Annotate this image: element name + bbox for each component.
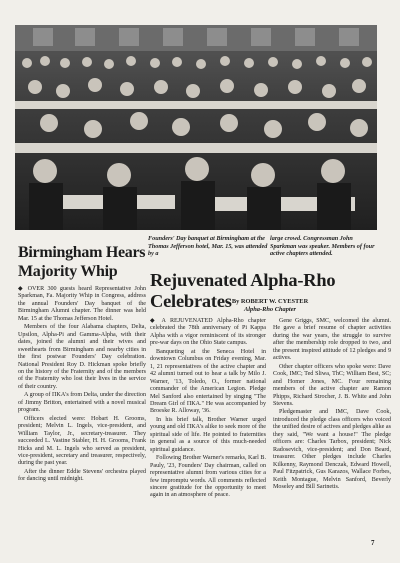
photo-caption-left: Founders' Day banquet at Birmingham at the Thomas Jefferson hotel, Mar. 15, was attended by a [148, 235, 268, 258]
paragraph: ◆ A REJUVENATED Alpha-Rho chapter celebrated the 78th anniversary of Pi Kappa Alpha with a vigor reminiscent of its stronger pre-war days on the Ohio State campus. [150, 318, 266, 347]
paragraph: Other chapter officers who spoke were: Dave Cook, IMC; Ted Sliwa, ThC; William Best, SC; and Homer Jones, MC. Four remaining members of the active chapter are Ramon Phipps, Richard Strocher, J. B. White and John Stevens. [273, 363, 391, 407]
byline [150, 298, 390, 314]
paragraph: Members of the four Alabama chapters, Delta, Upsilon, Alpha-Pi and Gamma-Alpha, with their dates, joined the alumni and their wives and sweethearts from Birmingham and nearby cities in the first postwar Founders' Day celebration. National President Roy D. Hickman spoke briefly on the history of the Fraternity and of the members of the Fraternity who lost their lives in the service of their country. [18, 324, 146, 390]
paragraph: Following Brother Warner's remarks, Karl B. Pauly, '23, Founders' Day chairman, called on representative alumni from various cities for a few impromptu words. All comments reflected sincere gratitude for the opportunity to meet again in an atmosphere of peace. [150, 455, 266, 499]
paragraph: ◆ OVER 300 guests heard Representative John Sparkman, Fa. Majority Whip in Congress, address the annual Founders' Day banquet of the Birmingham Alumni chapter. The dinner was held Mar. 15 at the Thomas Jefferson Hotel. [18, 286, 146, 322]
paragraph: A group of ΠKA's from Delta, under the direction of Jimmy Britton, entertained with a novel musical program. [18, 392, 146, 414]
paragraph: Officers elected were: Hobart H. Grooms, president; Melvin L. Ingels, vice-president, and William Taylor, Jr., secretary-treasurer. They succeeded L. Vastine Stabler, H. H. Grooms, Frank Hicks and M. L. Ingels who served as president, vice-president, secretary and treasurer, respectively, during the past year. [18, 415, 146, 467]
paragraph: In his brief talk, Brother Warner urged young and old ΠKA's alike to seek more of the spiritual side of life. He pointed to fraternities in general as a source of this much-needed spiritual guidance. [150, 416, 266, 453]
headline-birmingham: Birmingham Hears Majority Whip [18, 244, 146, 280]
paragraph: After the dinner Eddie Stevens' orchestra played for dancing until midnight. [18, 468, 146, 483]
article-alpha-rho-col1 [150, 318, 266, 501]
paragraph: Banqueting at the Seneca Hotel in downtown Columbus on Friday evening, Mar. 1, 21 representatives of the active chapter and 42 alumni turned out to hear a talk by Milo J. Warner, '13, Toledo, O., former national commander of the American Legion. Pledge Mel Sanford also entertained by singing "The Dream Girl of ΠKA." He was accompanied by Broeske R. Alloway, '36. [150, 348, 266, 415]
paragraph: Gene Griggs, SMC, welcomed the alumni. He gave a brief resume of chapter activities during the war years, the struggle to survive after the membership role dropped to two, and the present inspired attitude of 12 pledges and 9 actives. [273, 318, 391, 362]
article-alpha-rho-col2 [273, 318, 391, 492]
article-birmingham-body [18, 286, 146, 485]
banquet-photo [15, 25, 377, 230]
paragraph: Pledgemaster and IMC, Dave Cook, introduced the pledge class officers who voiced the unified desire of actives and pledges alike as they said, "We want a house!" The pledge officers are: Charles Tarbox, president; Nick Radosevich, vice-president; and Don Beard, treasurer. Other pledges include Charles Kilkenny, Raymond Denczak, Edward Howell, Paul Fitzpatrick, Gus Karazos, Wallace Forbes, Keith Montague, Melvin Sanford, Beverly Moseley and Bill Sarinetis. [273, 409, 391, 490]
byline-name: By ROBERT W. CYESTER [231, 298, 309, 305]
headline-alpha-rho: Rejuvenated Alpha-Rho Celebrates [150, 270, 336, 311]
byline-role: Alpha-Rho Chapter [243, 306, 297, 313]
photo-caption-right: large crowd. Congressman John Sparkman was speaker. Members of four active chapters attended. [270, 235, 375, 258]
page-number: 7 [371, 539, 375, 547]
